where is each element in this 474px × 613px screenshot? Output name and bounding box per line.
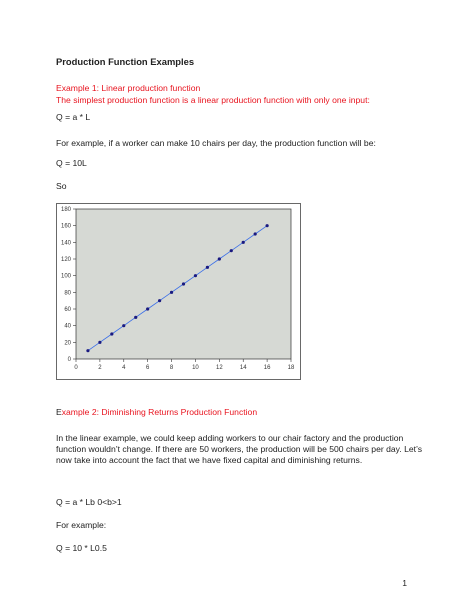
data-point [266,224,269,227]
data-point [170,291,173,294]
data-point [194,274,197,277]
y-tick-label: 40 [64,323,71,330]
data-point [218,257,221,260]
example1-formula-q10l: Q = 10L [56,158,87,168]
example2-formula-sqrt: Q = 10 * L0.5 [56,543,107,553]
data-point [110,332,113,335]
data-point [86,349,89,352]
data-point [254,232,257,235]
data-point [98,341,101,344]
example2-paragraph: In the linear example, we could keep adding workers to our chair factory and the production function wouldn’t change. If there are 50 workers, the production will be 500 chairs per day. Let’s now take into account the fact that we have fixed capital and diminishing returns. [56,433,423,465]
page-heading: Production Function Examples [56,56,195,67]
y-tick-label: 100 [60,273,71,280]
data-point [122,324,125,327]
x-tick-label: 0 [74,365,78,371]
y-tick-label: 0 [67,357,71,363]
example2-for-example: For example: [56,520,107,530]
example1-subtitle: The simplest production function is a linear production function with only one input: [56,95,370,105]
data-point [146,307,149,310]
example1-text: For example, if a worker can make 10 chairs per day, the production function will be: [56,138,376,148]
data-point [206,266,209,269]
x-tick-label: 18 [287,365,295,371]
x-tick-label: 8 [169,365,174,371]
example1-formula: Q = a * L [56,112,91,122]
y-tick-label: 60 [64,307,71,313]
linear-production-chart [56,203,301,380]
x-tick-label: 14 [239,365,247,371]
x-tick-label: 6 [145,365,150,371]
data-point [134,316,137,319]
example1-so: So [56,181,67,191]
y-tick-label: 80 [64,290,71,297]
y-tick-label: 180 [60,207,71,213]
y-tick-label: 20 [64,340,71,347]
example2-title [56,407,257,418]
x-tick-label: 2 [98,365,102,371]
example1-title: Example 1: Linear production function [56,83,201,93]
example2-formula: Q = a * Lb 0<b>1 [56,497,122,507]
data-point [230,249,233,252]
data-point [242,241,245,244]
y-tick-label: 120 [60,257,71,263]
y-tick-label: 160 [60,223,71,230]
x-tick-label: 12 [215,365,223,371]
data-point [182,282,185,285]
y-tick-label: 140 [60,240,71,247]
data-point [158,299,161,302]
x-tick-label: 10 [192,365,199,371]
x-tick-label: 16 [263,365,271,371]
example2-title-rest: xample 2: Diminishing Returns Production Function [61,407,258,417]
page-number: 1 [402,578,407,588]
x-tick-label: 4 [122,365,126,371]
example2-title-first-letter: E [56,407,62,417]
